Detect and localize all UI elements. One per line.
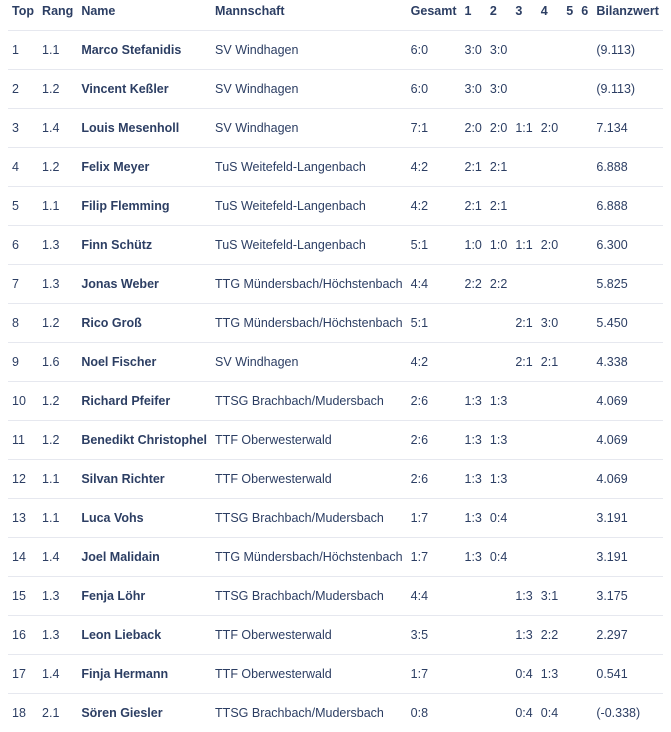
cell-set-1: 1:3 bbox=[461, 538, 486, 577]
column-header-name[interactable]: Name bbox=[77, 0, 211, 31]
cell-set-5 bbox=[562, 265, 577, 304]
table-row[interactable] bbox=[8, 70, 663, 109]
cell-set-4: 2:1 bbox=[537, 343, 562, 382]
cell-set-4: 2:0 bbox=[537, 109, 562, 148]
cell-set-1 bbox=[461, 694, 486, 732]
column-header-set-4[interactable]: 4 bbox=[537, 0, 562, 31]
cell-set-4 bbox=[537, 382, 562, 421]
column-header-set-6[interactable]: 6 bbox=[577, 0, 592, 31]
cell-set-2: 2:2 bbox=[486, 265, 511, 304]
cell-top: 14 bbox=[8, 538, 38, 577]
cell-set-3 bbox=[511, 382, 536, 421]
cell-mannschaft: TTSG Brachbach/Mudersbach bbox=[211, 577, 407, 616]
cell-gesamt: 4:2 bbox=[407, 343, 461, 382]
cell-set-3 bbox=[511, 265, 536, 304]
cell-set-4: 0:4 bbox=[537, 694, 562, 732]
cell-top: 16 bbox=[8, 616, 38, 655]
cell-set-4 bbox=[537, 460, 562, 499]
cell-top: 3 bbox=[8, 109, 38, 148]
cell-set-6 bbox=[577, 304, 592, 343]
cell-set-6 bbox=[577, 109, 592, 148]
cell-mannschaft: TuS Weitefeld-Langenbach bbox=[211, 226, 407, 265]
cell-bilanzwert: 7.134 bbox=[592, 109, 663, 148]
cell-set-5 bbox=[562, 109, 577, 148]
cell-mannschaft: TTF Oberwesterwald bbox=[211, 460, 407, 499]
cell-mannschaft: TTG Mündersbach/Höchstenbach bbox=[211, 304, 407, 343]
cell-rang: 1.2 bbox=[38, 70, 77, 109]
cell-bilanzwert: 3.191 bbox=[592, 538, 663, 577]
cell-set-1: 2:1 bbox=[461, 148, 486, 187]
cell-set-5 bbox=[562, 460, 577, 499]
cell-mannschaft: TuS Weitefeld-Langenbach bbox=[211, 187, 407, 226]
cell-set-5 bbox=[562, 499, 577, 538]
cell-mannschaft: TTSG Brachbach/Mudersbach bbox=[211, 382, 407, 421]
cell-gesamt: 4:2 bbox=[407, 187, 461, 226]
cell-rang: 1.3 bbox=[38, 577, 77, 616]
cell-set-1 bbox=[461, 655, 486, 694]
cell-rang: 1.2 bbox=[38, 421, 77, 460]
cell-set-4 bbox=[537, 70, 562, 109]
cell-mannschaft: TTF Oberwesterwald bbox=[211, 616, 407, 655]
cell-set-2: 2:0 bbox=[486, 109, 511, 148]
cell-gesamt: 1:7 bbox=[407, 655, 461, 694]
cell-set-5 bbox=[562, 70, 577, 109]
cell-set-6 bbox=[577, 265, 592, 304]
cell-gesamt: 2:6 bbox=[407, 382, 461, 421]
cell-bilanzwert: 5.825 bbox=[592, 265, 663, 304]
column-header-set-2[interactable]: 2 bbox=[486, 0, 511, 31]
table-row[interactable] bbox=[8, 343, 663, 382]
cell-set-3: 0:4 bbox=[511, 655, 536, 694]
cell-set-4: 2:2 bbox=[537, 616, 562, 655]
cell-set-2 bbox=[486, 577, 511, 616]
cell-set-5 bbox=[562, 304, 577, 343]
cell-top: 7 bbox=[8, 265, 38, 304]
cell-rang: 1.1 bbox=[38, 460, 77, 499]
cell-set-2: 3:0 bbox=[486, 31, 511, 70]
cell-set-4 bbox=[537, 499, 562, 538]
cell-name: Finn Schütz bbox=[77, 226, 211, 265]
cell-rang: 1.1 bbox=[38, 187, 77, 226]
column-header-gesamt[interactable]: Gesamt bbox=[407, 0, 461, 31]
cell-name: Marco Stefanidis bbox=[77, 31, 211, 70]
cell-set-4: 3:1 bbox=[537, 577, 562, 616]
cell-set-3: 1:3 bbox=[511, 616, 536, 655]
cell-top: 12 bbox=[8, 460, 38, 499]
cell-gesamt: 1:7 bbox=[407, 538, 461, 577]
cell-set-6 bbox=[577, 187, 592, 226]
cell-set-6 bbox=[577, 577, 592, 616]
cell-gesamt: 2:6 bbox=[407, 421, 461, 460]
cell-set-1: 1:3 bbox=[461, 460, 486, 499]
table-row[interactable] bbox=[8, 265, 663, 304]
cell-set-1 bbox=[461, 577, 486, 616]
cell-set-2: 1:0 bbox=[486, 226, 511, 265]
cell-set-3: 0:4 bbox=[511, 694, 536, 732]
cell-set-6 bbox=[577, 343, 592, 382]
table-row[interactable] bbox=[8, 655, 663, 694]
table-row[interactable] bbox=[8, 304, 663, 343]
cell-set-2: 0:4 bbox=[486, 499, 511, 538]
cell-set-3: 1:3 bbox=[511, 577, 536, 616]
cell-rang: 1.4 bbox=[38, 655, 77, 694]
cell-set-2 bbox=[486, 343, 511, 382]
table-row[interactable] bbox=[8, 499, 663, 538]
cell-set-5 bbox=[562, 421, 577, 460]
cell-set-5 bbox=[562, 655, 577, 694]
cell-rang: 1.3 bbox=[38, 226, 77, 265]
cell-set-1: 1:3 bbox=[461, 382, 486, 421]
cell-top: 6 bbox=[8, 226, 38, 265]
cell-set-5 bbox=[562, 343, 577, 382]
cell-set-1: 1:3 bbox=[461, 499, 486, 538]
table-row[interactable] bbox=[8, 694, 663, 732]
cell-set-2: 1:3 bbox=[486, 460, 511, 499]
table-row[interactable] bbox=[8, 148, 663, 187]
table-row[interactable] bbox=[8, 577, 663, 616]
ranking-table bbox=[8, 0, 663, 732]
cell-bilanzwert: 3.191 bbox=[592, 499, 663, 538]
cell-set-5 bbox=[562, 31, 577, 70]
cell-bilanzwert: 2.297 bbox=[592, 616, 663, 655]
cell-set-3 bbox=[511, 31, 536, 70]
cell-rang: 1.4 bbox=[38, 538, 77, 577]
cell-gesamt: 1:7 bbox=[407, 499, 461, 538]
table-header bbox=[8, 0, 663, 31]
cell-set-1: 3:0 bbox=[461, 31, 486, 70]
cell-bilanzwert: 3.175 bbox=[592, 577, 663, 616]
cell-set-4: 2:0 bbox=[537, 226, 562, 265]
cell-gesamt: 6:0 bbox=[407, 70, 461, 109]
cell-top: 2 bbox=[8, 70, 38, 109]
cell-rang: 1.3 bbox=[38, 616, 77, 655]
cell-set-6 bbox=[577, 616, 592, 655]
cell-set-3 bbox=[511, 187, 536, 226]
cell-bilanzwert: 4.069 bbox=[592, 421, 663, 460]
cell-name: Felix Meyer bbox=[77, 148, 211, 187]
cell-name: Filip Flemming bbox=[77, 187, 211, 226]
cell-set-2: 2:1 bbox=[486, 148, 511, 187]
cell-gesamt: 6:0 bbox=[407, 31, 461, 70]
cell-set-6 bbox=[577, 421, 592, 460]
cell-gesamt: 5:1 bbox=[407, 304, 461, 343]
cell-top: 8 bbox=[8, 304, 38, 343]
cell-top: 9 bbox=[8, 343, 38, 382]
cell-set-2 bbox=[486, 694, 511, 732]
cell-top: 11 bbox=[8, 421, 38, 460]
cell-set-2 bbox=[486, 655, 511, 694]
cell-set-5 bbox=[562, 382, 577, 421]
cell-set-4 bbox=[537, 148, 562, 187]
table-body bbox=[8, 31, 663, 732]
header-row bbox=[8, 0, 663, 31]
cell-set-6 bbox=[577, 538, 592, 577]
cell-rang: 1.2 bbox=[38, 148, 77, 187]
cell-rang: 1.6 bbox=[38, 343, 77, 382]
cell-set-3: 2:1 bbox=[511, 343, 536, 382]
cell-gesamt: 5:1 bbox=[407, 226, 461, 265]
cell-bilanzwert: 4.069 bbox=[592, 460, 663, 499]
cell-set-6 bbox=[577, 382, 592, 421]
cell-set-6 bbox=[577, 226, 592, 265]
cell-set-2: 0:4 bbox=[486, 538, 511, 577]
cell-set-6 bbox=[577, 460, 592, 499]
cell-set-5 bbox=[562, 616, 577, 655]
cell-name: Benedikt Christophel bbox=[77, 421, 211, 460]
cell-name: Leon Lieback bbox=[77, 616, 211, 655]
cell-set-4: 3:0 bbox=[537, 304, 562, 343]
cell-mannschaft: TTSG Brachbach/Mudersbach bbox=[211, 694, 407, 732]
cell-name: Silvan Richter bbox=[77, 460, 211, 499]
column-header-set-5[interactable]: 5 bbox=[562, 0, 577, 31]
cell-set-3 bbox=[511, 421, 536, 460]
cell-mannschaft: TTG Mündersbach/Höchstenbach bbox=[211, 265, 407, 304]
cell-set-2: 1:3 bbox=[486, 382, 511, 421]
cell-top: 10 bbox=[8, 382, 38, 421]
cell-set-2: 3:0 bbox=[486, 70, 511, 109]
cell-bilanzwert: 6.888 bbox=[592, 148, 663, 187]
cell-set-4 bbox=[537, 421, 562, 460]
cell-rang: 2.1 bbox=[38, 694, 77, 732]
cell-bilanzwert: 0.541 bbox=[592, 655, 663, 694]
cell-mannschaft: SV Windhagen bbox=[211, 109, 407, 148]
cell-mannschaft: SV Windhagen bbox=[211, 70, 407, 109]
cell-gesamt: 4:4 bbox=[407, 577, 461, 616]
cell-gesamt: 0:8 bbox=[407, 694, 461, 732]
cell-set-3 bbox=[511, 148, 536, 187]
cell-bilanzwert: 6.300 bbox=[592, 226, 663, 265]
cell-mannschaft: SV Windhagen bbox=[211, 31, 407, 70]
table-row[interactable] bbox=[8, 187, 663, 226]
cell-mannschaft: TuS Weitefeld-Langenbach bbox=[211, 148, 407, 187]
cell-name: Sören Giesler bbox=[77, 694, 211, 732]
cell-name: Joel Malidain bbox=[77, 538, 211, 577]
cell-rang: 1.3 bbox=[38, 265, 77, 304]
cell-set-1: 1:0 bbox=[461, 226, 486, 265]
cell-top: 13 bbox=[8, 499, 38, 538]
cell-set-3 bbox=[511, 538, 536, 577]
cell-rang: 1.1 bbox=[38, 499, 77, 538]
cell-rang: 1.1 bbox=[38, 31, 77, 70]
cell-bilanzwert: 4.069 bbox=[592, 382, 663, 421]
column-header-mannschaft[interactable]: Mannschaft bbox=[211, 0, 407, 31]
column-header-rang[interactable]: Rang bbox=[38, 0, 77, 31]
cell-rang: 1.2 bbox=[38, 304, 77, 343]
cell-set-1: 2:0 bbox=[461, 109, 486, 148]
cell-set-2: 2:1 bbox=[486, 187, 511, 226]
cell-bilanzwert: 4.338 bbox=[592, 343, 663, 382]
cell-name: Richard Pfeifer bbox=[77, 382, 211, 421]
cell-set-2 bbox=[486, 304, 511, 343]
table-row[interactable] bbox=[8, 421, 663, 460]
cell-top: 1 bbox=[8, 31, 38, 70]
cell-gesamt: 2:6 bbox=[407, 460, 461, 499]
table-row[interactable] bbox=[8, 109, 663, 148]
cell-set-4 bbox=[537, 265, 562, 304]
cell-set-6 bbox=[577, 70, 592, 109]
cell-top: 17 bbox=[8, 655, 38, 694]
cell-mannschaft: TTF Oberwesterwald bbox=[211, 655, 407, 694]
cell-name: Jonas Weber bbox=[77, 265, 211, 304]
cell-name: Louis Mesenholl bbox=[77, 109, 211, 148]
cell-set-5 bbox=[562, 226, 577, 265]
column-header-bilanzwert[interactable]: Bilanzwert bbox=[592, 0, 663, 31]
table-row[interactable] bbox=[8, 382, 663, 421]
cell-mannschaft: TTSG Brachbach/Mudersbach bbox=[211, 499, 407, 538]
cell-bilanzwert: (-0.338) bbox=[592, 694, 663, 732]
cell-rang: 1.2 bbox=[38, 382, 77, 421]
table-row[interactable] bbox=[8, 460, 663, 499]
cell-set-5 bbox=[562, 577, 577, 616]
cell-set-3: 2:1 bbox=[511, 304, 536, 343]
cell-rang: 1.4 bbox=[38, 109, 77, 148]
cell-set-3: 1:1 bbox=[511, 109, 536, 148]
table-row[interactable] bbox=[8, 538, 663, 577]
cell-set-4 bbox=[537, 187, 562, 226]
cell-set-1 bbox=[461, 616, 486, 655]
table-row[interactable] bbox=[8, 226, 663, 265]
cell-bilanzwert: 6.888 bbox=[592, 187, 663, 226]
cell-set-1: 1:3 bbox=[461, 421, 486, 460]
cell-top: 5 bbox=[8, 187, 38, 226]
cell-set-6 bbox=[577, 499, 592, 538]
cell-set-6 bbox=[577, 655, 592, 694]
cell-gesamt: 4:2 bbox=[407, 148, 461, 187]
cell-set-6 bbox=[577, 148, 592, 187]
cell-name: Vincent Keßler bbox=[77, 70, 211, 109]
cell-name: Luca Vohs bbox=[77, 499, 211, 538]
cell-set-1: 2:1 bbox=[461, 187, 486, 226]
cell-gesamt: 7:1 bbox=[407, 109, 461, 148]
cell-top: 15 bbox=[8, 577, 38, 616]
cell-name: Noel Fischer bbox=[77, 343, 211, 382]
cell-set-3 bbox=[511, 70, 536, 109]
cell-gesamt: 3:5 bbox=[407, 616, 461, 655]
cell-set-1: 3:0 bbox=[461, 70, 486, 109]
cell-bilanzwert: (9.113) bbox=[592, 31, 663, 70]
cell-set-3 bbox=[511, 499, 536, 538]
cell-set-1: 2:2 bbox=[461, 265, 486, 304]
cell-set-4 bbox=[537, 538, 562, 577]
cell-set-4: 1:3 bbox=[537, 655, 562, 694]
cell-mannschaft: TTF Oberwesterwald bbox=[211, 421, 407, 460]
cell-mannschaft: TTG Mündersbach/Höchstenbach bbox=[211, 538, 407, 577]
cell-set-1 bbox=[461, 343, 486, 382]
cell-set-3: 1:1 bbox=[511, 226, 536, 265]
cell-mannschaft: SV Windhagen bbox=[211, 343, 407, 382]
cell-gesamt: 4:4 bbox=[407, 265, 461, 304]
cell-set-4 bbox=[537, 31, 562, 70]
cell-set-5 bbox=[562, 538, 577, 577]
cell-bilanzwert: 5.450 bbox=[592, 304, 663, 343]
cell-bilanzwert: (9.113) bbox=[592, 70, 663, 109]
column-header-top[interactable]: Top bbox=[8, 0, 38, 31]
cell-set-3 bbox=[511, 460, 536, 499]
cell-set-5 bbox=[562, 694, 577, 732]
table-row[interactable] bbox=[8, 616, 663, 655]
cell-set-2: 1:3 bbox=[486, 421, 511, 460]
cell-name: Finja Hermann bbox=[77, 655, 211, 694]
table-row[interactable] bbox=[8, 31, 663, 70]
cell-set-5 bbox=[562, 187, 577, 226]
cell-set-6 bbox=[577, 694, 592, 732]
column-header-set-3[interactable]: 3 bbox=[511, 0, 536, 31]
cell-set-2 bbox=[486, 616, 511, 655]
cell-top: 4 bbox=[8, 148, 38, 187]
cell-set-6 bbox=[577, 31, 592, 70]
cell-set-1 bbox=[461, 304, 486, 343]
cell-top: 18 bbox=[8, 694, 38, 732]
column-header-set-1[interactable]: 1 bbox=[461, 0, 486, 31]
cell-name: Fenja Löhr bbox=[77, 577, 211, 616]
cell-name: Rico Groß bbox=[77, 304, 211, 343]
cell-set-5 bbox=[562, 148, 577, 187]
